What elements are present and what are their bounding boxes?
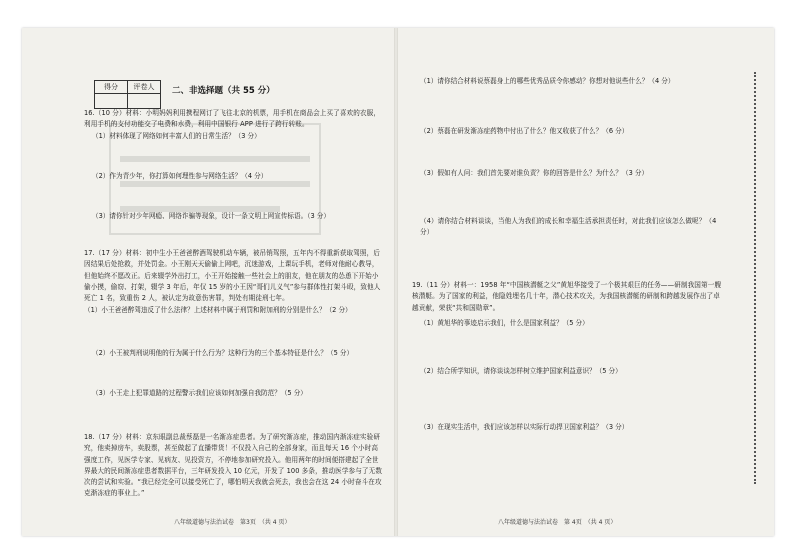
grader-label: 评卷人 (128, 81, 161, 94)
score-cell (95, 94, 128, 109)
q18-sub1: （1）请你结合材料说蔡磊身上的哪些优秀品质令你感动？你想对他说些什么？（4 分） (420, 77, 675, 85)
exam-sheet (22, 28, 774, 536)
q19-sub2: （2）结合所学知识，请你谈谈怎样树立维护国家利益意识？（5 分） (420, 367, 622, 375)
q17-sub1: （1）小王爸爸醉驾违反了什么法律？上述材料中属于刑罚和附加刑的分别是什么？（2 分） (84, 306, 352, 314)
q17-sub2: （2）小王被判刑说明他的行为属于什么行为？这种行为的三个基本特征是什么？（5 分） (92, 349, 354, 357)
q16-sub2: （2）作为青少年，你打算如何理性参与网络生活？（4 分） (92, 172, 268, 180)
q16-intro: 16.（10 分）材料：小明妈妈利用携程网订了飞往北京的机票，用手机在商品会上买了喜欢的衣服，利用手机的支付功能交了电费和水费，利用中国银行 APP 进行了跨行转账。 (84, 109, 381, 129)
grader-cell (128, 94, 161, 109)
q19-intro: 19.（11 分）材料一：1958 年“中国核潜艇之父”黄旭华接受了一个极其艰巨的任务——研制我国第一艘核潜艇。为了国家的利益，他隐姓埋名几十年，潜心技术攻关，为我国核潜艇的研制和跨越发展作出了卓越贡献，荣获“共和国勋章”。 (412, 281, 722, 312)
score-label: 得分 (95, 81, 128, 94)
page-4-footer: 八年级道德与法治试卷 第 4页 （共 4 页） (498, 519, 617, 526)
q17-sub3: （3）小王走上犯罪道路的过程警示我们应该如何加强自我防范？（5 分） (92, 389, 307, 397)
q18-intro: 18.（17 分）材料：京东眼副总裁蔡磊是一名渐冻症患者。为了研究渐冻症，推动国内渐冻症实验研究，他卖掉房车，卖股票，甚至做起了直播带货！不仅投入自己的全部身家，而且每天 16 个小时高强度工作，见医学专家、见病友、见投资方，不停地参加研究投入。他用两年的时间便搭建起了全世界最大的民间渐冻症患者数据平台，三年研发投入 10 亿元，开发了 100 多条，推动医学参与了无数次的尝试和实验。“我已经完全可以接受死亡了，哪怕明天我就会死去，我也会在这 24 小时奋斗在攻克渐冻症的事业上。” (84, 433, 383, 498)
page-3 (22, 28, 394, 536)
binding-dotted-line (754, 72, 756, 484)
q18-sub3: （3）假如有人问：我们首先要对谁负责？你的回答是什么？为什么？（3 分） (420, 169, 649, 177)
q18-sub4: （4）请你结合材料谈谈，当他人为我们的成长和幸福生活承担责任时，对此我们应该怎么做呢？（4 分） (420, 217, 717, 237)
q19-sub3: （3）在现实生活中，我们应该怎样以实际行动捍卫国家利益？（3 分） (420, 423, 629, 431)
page-3-footer: 八年级道德与法治试卷 第3页 （共 4 页） (174, 519, 291, 526)
q16-sub1: （1）材料体现了网络如何丰富人们的日常生活？（3 分） (92, 132, 261, 140)
section-title: 二、非选择题（共 55 分） (172, 86, 275, 96)
q19-sub1: （1）黄旭华的事迹启示我们，什么是国家利益？（5 分） (420, 319, 589, 327)
q18-sub2: （2）蔡磊在研发渐冻症药物中付出了什么？他又收获了什么？（6 分） (420, 127, 629, 135)
page-4 (398, 28, 774, 536)
q16-sub3: （3）请你针对少年网瘾、网络诈骗等现象，设计一条文明上网宣传标语。（3 分） (92, 212, 330, 220)
score-table (94, 80, 161, 109)
q17-intro: 17.（17 分）材料：初中生小王爸爸醉酒驾驶机动车辆，被吊销驾照，五年内不得重新获取驾照，后因结果后处抢救，并处罚金。小王刚天天偷偷上网吧，沉迷游戏，上课玩手机，老师对他耐心教导，但他始终不愿改正。后来辍学外出打工，小王开始接触一些社会上的朋友，他在朋友的怂恿下开始小偷小摸，偷窃、打架，辍学 3 年后，年仅 15 岁的小王因“哥们儿义气”参与群体性打架斗殴，致他人死亡 1 名，致重伤 2 人，被认定为故意伤害罪，判处有期徒刑七年。 (84, 249, 381, 303)
